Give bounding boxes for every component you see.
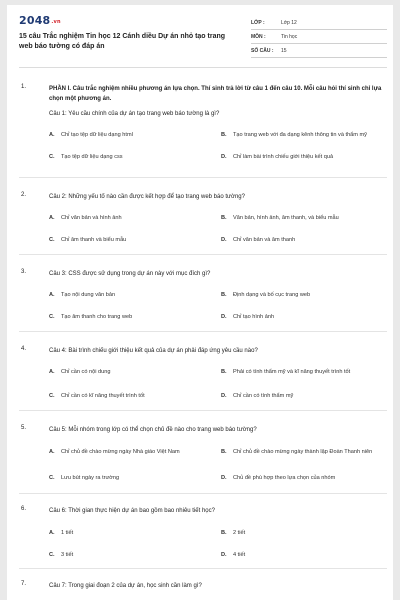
option-d[interactable]: D. Chủ đề phù hợp theo lựa chọn của nhóm: [221, 475, 336, 481]
page-title: 15 câu Trắc nghiệm Tin học 12 Cánh diều Dự án nhỏ tạo trang web báo tường có đáp án: [19, 33, 226, 50]
option-b[interactable]: B. 2 tiết: [221, 530, 246, 536]
question-number: 2.: [21, 192, 27, 198]
option-grid: [49, 207, 383, 251]
question-block-5: [7, 411, 393, 493]
option-b[interactable]: B. Tạo trang web với đa dạng kênh thông tin và thẩm mỹ: [221, 132, 367, 138]
question-number: 6.: [21, 506, 27, 512]
option-b[interactable]: B. Văn bản, hình ảnh, âm thanh, và biểu mẫu: [221, 215, 339, 221]
option-a[interactable]: A. Chỉ chủ đề chào mừng ngày Nhà giáo Việt Nam: [49, 449, 180, 455]
question-text: Câu 7: Trong giai đoạn 2 của dự án, học sinh cần làm gì?: [49, 583, 202, 589]
question-text: Câu 5: Mỗi nhóm trong lớp có thể chọn chủ đề nào cho trang web báo tường?: [49, 427, 257, 433]
meta-label: LỚP :: [251, 19, 265, 26]
option-a[interactable]: A. Chỉ cần có nội dung: [49, 369, 111, 375]
option-grid: [49, 522, 383, 566]
part-instructions: PHẦN I. Câu trắc nghiệm nhiều phương án lựa chọn. Thí sinh trả lời từ câu 1 đến câu 10. Mỗi câu hỏi thí sinh chỉ lựa chọn một phương án.: [49, 86, 382, 102]
question-number: 4.: [21, 346, 27, 352]
question-text: Câu 2: Những yếu tố nào cần được kết hợp để tạo trang web báo tường?: [49, 194, 245, 200]
header-divider: [19, 67, 387, 68]
site-logo[interactable]: [19, 14, 61, 27]
option-grid: [49, 284, 383, 328]
question-text: Câu 1: Yêu cầu chính của dự án tạo trang web báo tường là gì?: [49, 111, 220, 117]
document-page: [7, 5, 393, 600]
option-c[interactable]: C. Chỉ âm thanh và biểu mẫu: [49, 237, 127, 243]
option-c[interactable]: C. Lưu bút ngày ra trường: [49, 475, 120, 481]
logo-brand: 2048: [19, 14, 51, 27]
option-b[interactable]: B. Định dạng và bố cục trang web: [221, 292, 311, 298]
option-d[interactable]: D. 4 tiết: [221, 552, 246, 558]
question-text: Câu 6: Thời gian thực hiện dự án bao gồm bao nhiêu tiết học?: [49, 508, 215, 514]
option-a[interactable]: A. 1 tiết: [49, 530, 74, 536]
option-a[interactable]: A. Chỉ văn bản và hình ảnh: [49, 215, 122, 221]
option-d[interactable]: D. Chỉ văn bản và âm thanh: [221, 237, 296, 243]
option-d[interactable]: D. Chỉ làm bài trình chiếu giới thiệu kết quả: [221, 154, 334, 160]
question-text: Câu 4: Bài trình chiếu giới thiệu kết quả của dự án phải đáp ứng yêu cầu nào?: [49, 348, 258, 354]
option-c[interactable]: C. Chỉ cần có kĩ năng thuyết trình tốt: [49, 393, 145, 399]
option-a[interactable]: A. Chỉ tạo tệp dữ liệu dạng html: [49, 132, 133, 138]
question-list: [7, 74, 393, 599]
option-d[interactable]: D. Chỉ tạo hình ảnh: [221, 314, 275, 320]
question-block-6: [7, 494, 393, 568]
option-a[interactable]: A. Tạo nội dung văn bản: [49, 292, 116, 298]
option-c[interactable]: C. 3 tiết: [49, 552, 74, 558]
meta-value: 15: [281, 47, 287, 54]
option-grid: [49, 124, 383, 168]
document-header: [7, 5, 393, 66]
meta-row-class: [251, 16, 387, 30]
option-b[interactable]: B. Chỉ chủ đề chào mừng ngày thành lập Đoàn Thanh niên: [221, 449, 373, 455]
question-text: Câu 3: CSS được sử dụng trong dự án này với mục đích gì?: [49, 271, 211, 277]
meta-row-subject: [251, 30, 387, 44]
meta-row-count: [251, 44, 387, 58]
question-number: 7.: [21, 581, 27, 587]
meta-table: [251, 16, 387, 58]
option-c[interactable]: C. Tạo âm thanh cho trang web: [49, 314, 133, 320]
question-number: 3.: [21, 269, 27, 275]
question-number: 5.: [21, 425, 27, 431]
meta-label: MÔN :: [251, 33, 266, 40]
question-block-3: [7, 255, 393, 331]
question-block-2: [7, 178, 393, 254]
question-block-7: [7, 569, 393, 599]
question-block-1: [7, 74, 393, 177]
option-c[interactable]: C. Tạo tệp dữ liệu dạng css: [49, 154, 123, 160]
option-grid: [49, 360, 383, 408]
option-b[interactable]: B. Phải có tính thẩm mỹ và kĩ năng thuyết trình tốt: [221, 369, 351, 375]
question-number: 1.: [21, 84, 27, 90]
meta-value: Lớp 12: [281, 19, 297, 26]
option-d[interactable]: D. Chỉ cần có tính thẩm mỹ: [221, 393, 294, 399]
question-block-4: [7, 332, 393, 410]
meta-label: SỐ CÂU :: [251, 47, 274, 54]
option-grid: [49, 439, 383, 491]
meta-value: Tin học: [281, 33, 298, 40]
logo-tld: .vn: [51, 19, 61, 25]
